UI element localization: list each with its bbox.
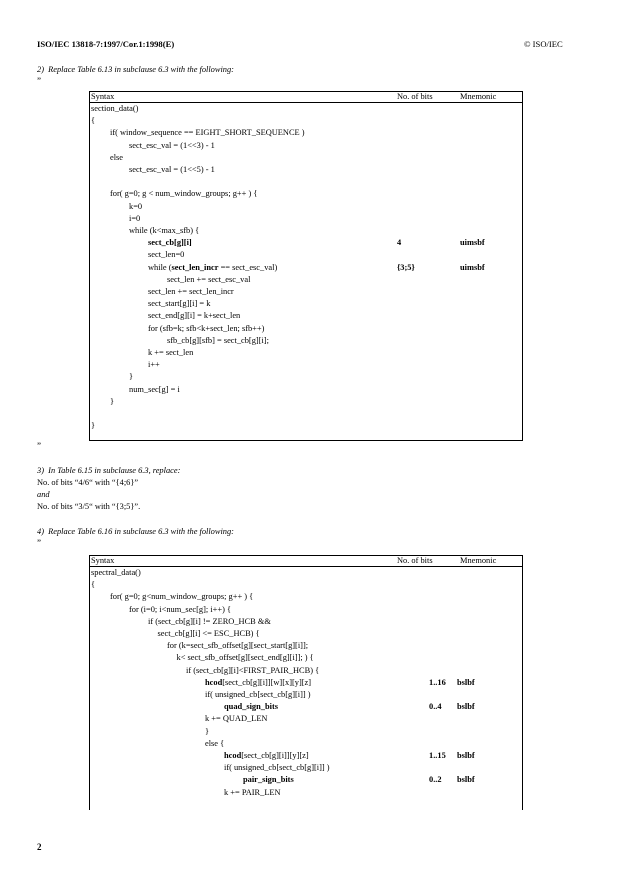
code-line: while (k<max_sfb) { — [129, 226, 200, 235]
code-line: sect_cb[g][i] <= ESC_HCB) { — [157, 629, 260, 638]
code-line: } — [205, 726, 210, 736]
code-line: sfb_cb[g][sfb] = sect_cb[g][i]; — [167, 335, 269, 345]
code-line: { — [91, 580, 96, 590]
header-bits: No. of bits — [397, 556, 433, 565]
item-3-instruction: 3) In Table 6.15 in subclause 6.3, replace: — [37, 466, 181, 475]
code-line: sect_end[g][i] = k+sect_len — [148, 311, 241, 321]
table-header-row — [90, 92, 522, 103]
page-number: 2 — [37, 842, 42, 852]
code-line: else — [110, 152, 124, 162]
code-line: sect_esc_val = (1<<3) - 1 — [129, 140, 215, 150]
mnemonic-cell: bslbf — [457, 702, 475, 712]
code-line: } — [110, 396, 115, 406]
code-line: num_sec[g] = i — [129, 384, 180, 394]
code-line: k += QUAD_LEN — [205, 714, 268, 724]
code-line: { — [91, 116, 96, 126]
mnemonic-cell: uimsbf — [460, 238, 485, 248]
header-mnemonic: Mnemonic — [460, 556, 497, 565]
code-text: [sect_cb[g][i]][y][z] — [241, 751, 309, 760]
table-6-13 — [89, 91, 523, 441]
code-line: for (sfb=k; sfb<k+sect_len; sfb++) — [148, 323, 265, 333]
mnemonic-cell: bslbf — [457, 775, 475, 785]
code-line: i=0 — [129, 213, 141, 223]
code-line: sect_esc_val = (1<<5) - 1 — [129, 165, 215, 174]
code-line: k += sect_len — [148, 348, 194, 357]
item-3-line-1: No. of bits “4/6“ with “{4;6}” — [37, 478, 139, 487]
copyright-notice: © ISO/IEC — [524, 39, 563, 49]
code-line — [224, 752, 309, 760]
code-line — [205, 679, 311, 687]
table-6-16 — [89, 555, 523, 810]
item-2-close-quote: ” — [37, 441, 41, 451]
bits-cell: 1..15 — [429, 751, 446, 760]
mnemonic-cell: bslbf — [457, 677, 475, 687]
code-line: if( window_sequence == EIGHT_SHORT_SEQUENCE ) — [110, 128, 305, 138]
code-line: else { — [205, 738, 225, 748]
header-mnemonic: Mnemonic — [460, 92, 497, 101]
code-line: } — [129, 372, 134, 382]
code-line: k += PAIR_LEN — [224, 787, 281, 797]
code-line: k< sect_sfb_offset[g][sect_end[g][i]]; ) { — [176, 653, 314, 663]
code-line: if (sect_cb[g][i] != ZERO_HCB && — [148, 616, 271, 626]
syntax-element: hcod — [205, 677, 223, 687]
item-4-open-quote: ” — [37, 538, 41, 548]
code-line: section_data() — [91, 104, 139, 113]
bits-cell: 0..2 — [429, 775, 442, 785]
code-line: sect_len += sect_len_incr — [148, 287, 234, 296]
syntax-element: hcod — [224, 751, 242, 760]
code-line: sect_start[g][i] = k — [148, 299, 211, 309]
code-line: i++ — [148, 360, 160, 370]
code-line: } — [91, 421, 96, 431]
code-line: pair_sign_bits — [243, 775, 294, 785]
code-text: [sect_cb[g][i]][w][x][y][z] — [222, 677, 312, 687]
code-text: == sect_esc_val) — [218, 262, 278, 272]
code-line: quad_sign_bits — [224, 702, 278, 712]
bits-cell: 0..4 — [429, 702, 442, 712]
item-3-line-2: No. of bits “3/5“ with “{3;5}”. — [37, 502, 141, 511]
code-line: spectral_data() — [91, 568, 141, 577]
bits-cell: 1..16 — [429, 677, 446, 687]
table-header-row — [90, 556, 522, 567]
item-2-open-quote: ” — [37, 76, 41, 86]
code-line: for (i=0; i<num_sec[g]; i++) { — [129, 604, 231, 614]
header-syntax: Syntax — [91, 556, 115, 565]
mnemonic-cell: uimsbf — [460, 262, 485, 272]
code-line: sect_len=0 — [148, 250, 185, 260]
code-text: while ( — [148, 262, 172, 272]
code-line: if( unsigned_cb[sect_cb[g][i]] ) — [224, 763, 330, 773]
code-line: sect_len += sect_esc_val — [167, 274, 251, 284]
mnemonic-cell: bslbf — [457, 751, 475, 760]
code-line: for( g=0; g<num_window_groups; g++ ) { — [110, 592, 254, 602]
header-bits: No. of bits — [397, 92, 433, 101]
code-line: if (sect_cb[g][i]<FIRST_PAIR_HCB) { — [186, 665, 320, 675]
code-line: if( unsigned_cb[sect_cb[g][i]] ) — [205, 690, 311, 699]
bits-cell: {3;5} — [397, 262, 415, 272]
code-line: k=0 — [129, 201, 143, 211]
document-id: ISO/IEC 13818-7:1997/Cor.1:1998(E) — [37, 39, 175, 49]
item-3-and: and — [37, 490, 50, 499]
item-2-instruction: 2) Replace Table 6.13 in subclause 6.3 with the following: — [37, 65, 234, 74]
header-syntax: Syntax — [91, 92, 115, 101]
code-line — [148, 264, 277, 272]
code-line: for( g=0; g < num_window_groups; g++ ) { — [110, 189, 258, 199]
code-line: sect_cb[g][i] — [148, 238, 192, 248]
item-4-instruction: 4) Replace Table 6.16 in subclause 6.3 with the following: — [37, 527, 234, 536]
syntax-element: sect_len_incr — [171, 262, 219, 272]
code-line: for (k=sect_sfb_offset[g][sect_start[g][i]]; — [167, 641, 309, 651]
bits-cell: 4 — [397, 238, 402, 248]
